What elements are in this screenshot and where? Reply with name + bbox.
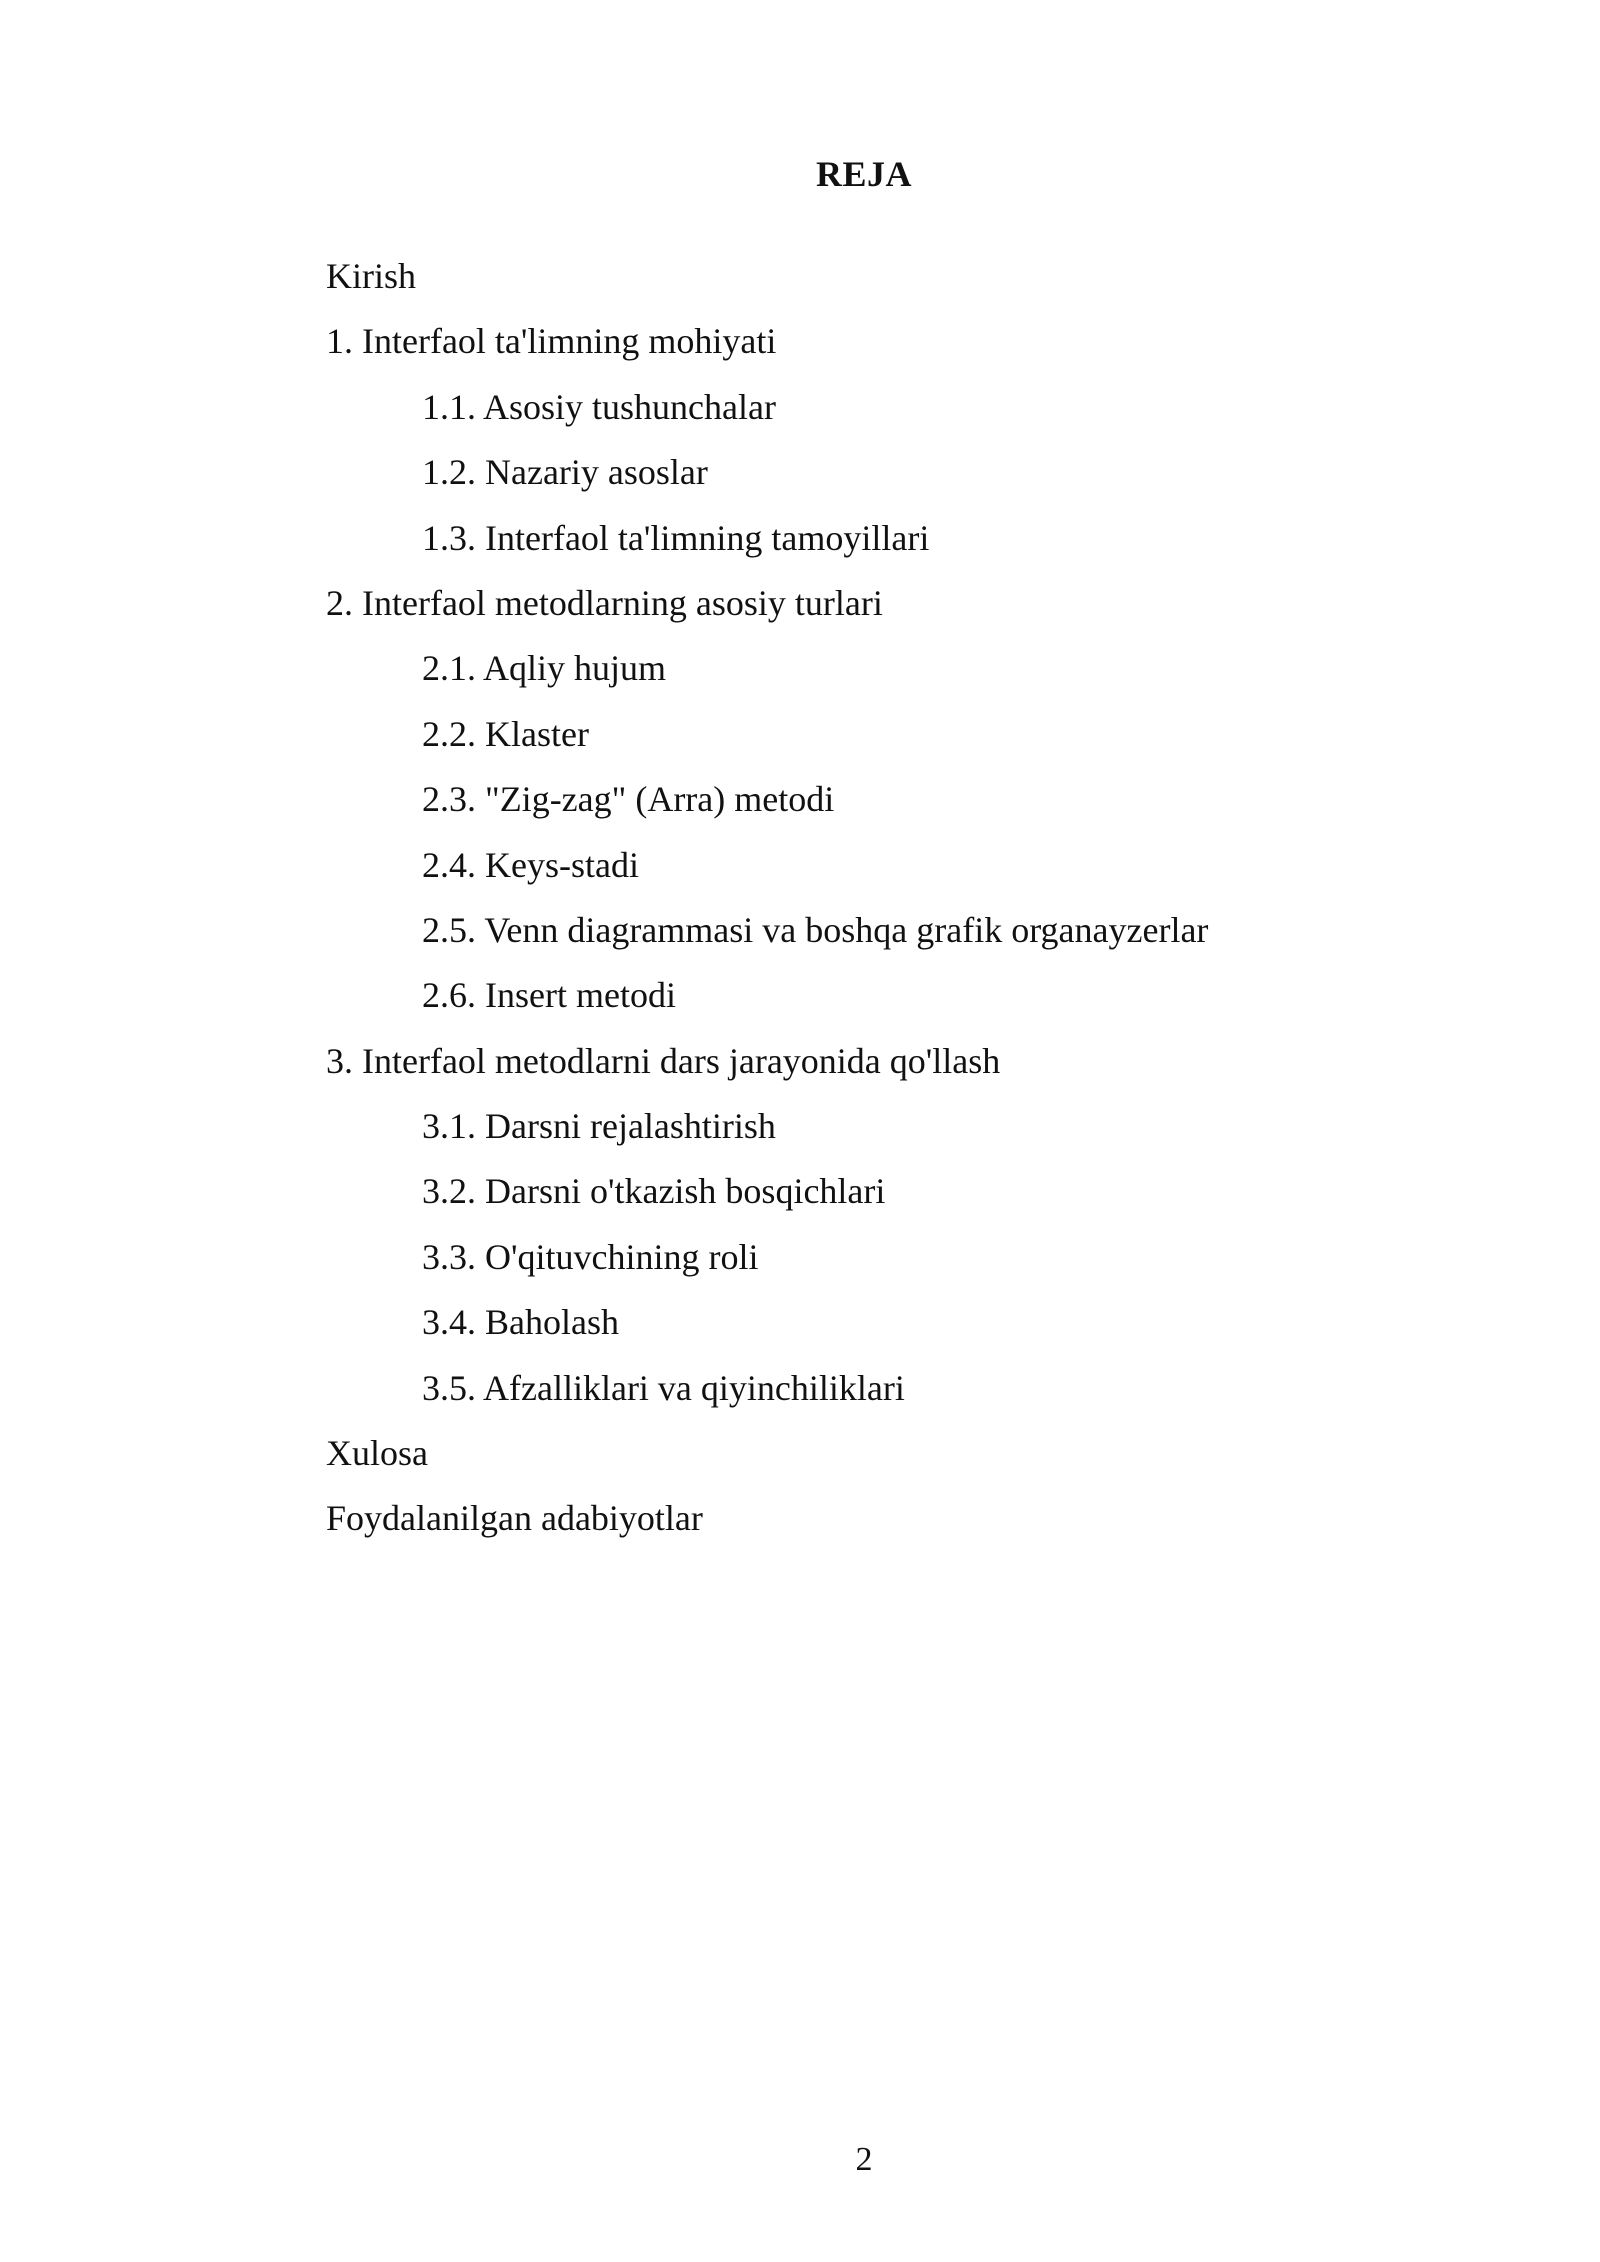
toc-item-section-1-2: 1.2. Nazariy asoslar bbox=[422, 452, 708, 493]
toc-item-section-2-2: 2.2. Klaster bbox=[422, 713, 589, 754]
toc-item-references: Foydalanilgan adabiyotlar bbox=[326, 1498, 703, 1539]
toc-item-section-3-3: 3.3. O'qituvchining roli bbox=[422, 1236, 759, 1277]
toc-item-section-2: 2. Interfaol metodlarning asosiy turlari bbox=[326, 582, 883, 623]
toc-item-section-2-3: 2.3. "Zig-zag" (Arra) metodi bbox=[422, 779, 835, 820]
toc-item-introduction: Kirish bbox=[326, 256, 416, 296]
toc-item-section-2-6: 2.6. Insert metodi bbox=[422, 975, 676, 1016]
toc-item-section-2-5: 2.5. Venn diagrammasi va boshqa grafik organayzerlar bbox=[422, 909, 1209, 950]
table-of-contents bbox=[326, 244, 1208, 1552]
page-number: 2 bbox=[855, 2141, 873, 2178]
toc-item-section-3: 3. Interfaol metodlarni dars jarayonida qo'llash bbox=[326, 1040, 1001, 1081]
toc-item-section-3-1: 3.1. Darsni rejalashtirish bbox=[422, 1106, 776, 1147]
toc-item-section-2-1: 2.1. Aqliy hujum bbox=[422, 648, 667, 689]
toc-item-section-1: 1. Interfaol ta'limning mohiyati bbox=[326, 321, 777, 362]
toc-item-section-3-5: 3.5. Afzalliklari va qiyinchiliklari bbox=[422, 1367, 905, 1408]
toc-item-section-1-1: 1.1. Asosiy tushunchalar bbox=[422, 386, 776, 427]
page-title: REJA bbox=[815, 154, 912, 194]
toc-item-section-2-4: 2.4. Keys-stadi bbox=[422, 844, 639, 885]
toc-item-conclusion: Xulosa bbox=[326, 1433, 428, 1474]
toc-item-section-1-3: 1.3. Interfaol ta'limning tamoyillari bbox=[422, 517, 930, 558]
toc-item-section-3-2: 3.2. Darsni o'tkazish bosqichlari bbox=[422, 1171, 886, 1212]
toc-item-section-3-4: 3.4. Baholash bbox=[422, 1302, 619, 1343]
